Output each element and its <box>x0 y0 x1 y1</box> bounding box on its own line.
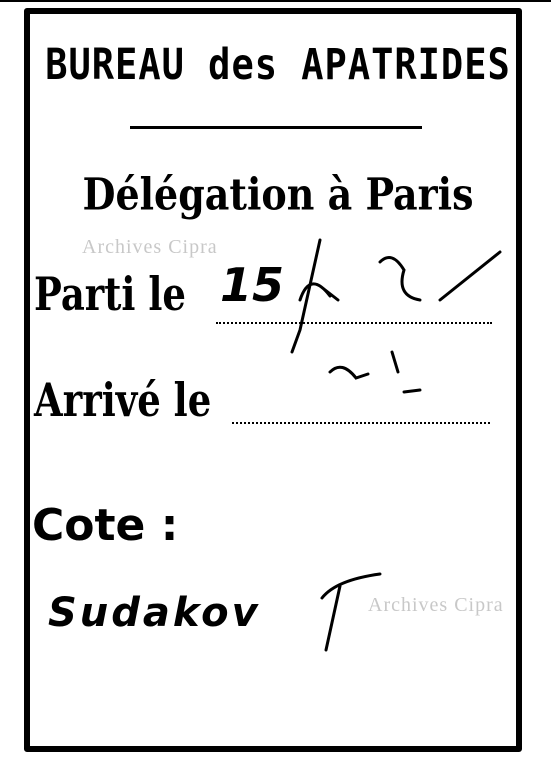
parti-label: Parti le <box>34 266 186 321</box>
cote-stroke-t <box>322 574 380 650</box>
cote-label: Cote : <box>32 500 179 551</box>
arrive-stroke-b <box>392 352 420 392</box>
date-stroke-diagonal <box>292 240 320 352</box>
stamp-title: BUREAU des APATRIDES <box>45 40 511 90</box>
cote-handwritten-value: Sudakov <box>48 590 261 636</box>
watermark-top: Archives Cipra <box>82 236 218 258</box>
date-stroke-right <box>380 258 420 301</box>
arrive-stroke-a <box>330 367 368 378</box>
date-stroke-slash <box>440 252 500 300</box>
watermark-bottom: Archives Cipra <box>368 594 504 616</box>
arrive-label: Arrivé le <box>34 372 212 427</box>
stamp-subtitle: Délégation à Paris <box>82 168 474 220</box>
parti-date-handwritten: 15 <box>220 258 285 312</box>
